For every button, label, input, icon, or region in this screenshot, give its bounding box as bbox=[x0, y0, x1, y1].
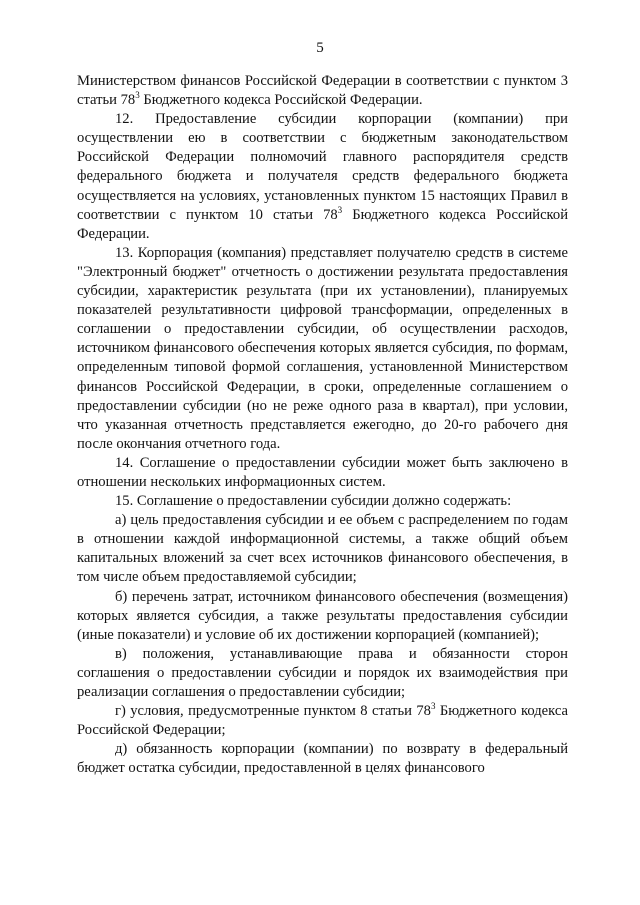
paragraph-text: б) перечень затрат, источником финансового обеспечения (возмещения) которых является субсидия, а также результаты предоставления субсидии (иные показатели) и условие об их достижении корпорацией (компанией); bbox=[77, 588, 568, 643]
paragraph bbox=[77, 492, 568, 511]
paragraph-text: д) обязанность корпорации (компании) по возврату в федеральный бюджет остатка субсидии, предоставленной в целях финансового bbox=[77, 741, 568, 777]
superscript: 3 bbox=[135, 90, 140, 101]
document-body bbox=[77, 72, 568, 778]
paragraph-text: в) положения, устанавливающие права и обязанности сторон соглашения о предоставлении субсидии и порядок их взаимодействия при реализации соглашения о предоставлении субсидии; bbox=[77, 645, 568, 700]
paragraph-text: 14. Соглашение о предоставлении субсидии может быть заключено в отношении нескольких информационных систем. bbox=[77, 454, 568, 490]
paragraph bbox=[77, 244, 568, 454]
paragraph-text: Министерством финансов Российской Федерации в соответствии с пунктом 3 статьи 78 bbox=[77, 73, 568, 109]
paragraph-text: г) условия, предусмотренные пунктом 8 статьи 78 bbox=[115, 703, 431, 720]
paragraph-text-continued: Бюджетного кодекса Российской Федерации. bbox=[139, 92, 423, 109]
paragraph bbox=[77, 511, 568, 587]
paragraph-text-continued: Бюджетного кодекса Российской Федерации; bbox=[77, 703, 568, 739]
paragraph bbox=[77, 702, 568, 740]
paragraph bbox=[77, 110, 568, 244]
paragraph bbox=[77, 454, 568, 492]
superscript: 3 bbox=[337, 204, 343, 215]
paragraph-text: а) цель предоставления субсидии и ее объем с распределением по годам в отношении каждой информационной системы, а также общий объем капитальных вложений за счет всех источников финансового обеспечения, в том числе объем предоставляемой субсидии; bbox=[77, 512, 568, 586]
superscript: 3 bbox=[430, 701, 436, 712]
paragraph-text-continued: Бюджетного кодекса Российской Федерации. bbox=[77, 206, 568, 242]
paragraph-text: 12. Предоставление субсидии корпорации (компании) при осуществлении ею в соответствии с бюджетным законодательством Российской Федерации полномочий главного распорядителя средств федерального бюджета и получателя средств федерального бюджета осуществляется на условиях, установленных пунктом 15 настоящих Правил в соответствии с пунктом 10 статьи 78 bbox=[77, 111, 568, 223]
paragraph bbox=[77, 740, 568, 778]
paragraph bbox=[77, 645, 568, 702]
page-number: 5 bbox=[316, 40, 324, 56]
paragraph bbox=[77, 588, 568, 645]
paragraph-text: 15. Соглашение о предоставлении субсидии должно содержать: bbox=[115, 493, 512, 510]
paragraph bbox=[77, 72, 568, 110]
paragraph-text: 13. Корпорация (компания) представляет получателю средств в системе "Электронный бюджет" отчетность о достижении результата предоставления субсидии, характеристик результата (при их установлении), планируемых показателей результативности цифровой трансформации, определенных в соглашении о предоставлении субсидии, об осуществлении расходов, источником финансового обеспечения которых является субсидия, по формам, определенным типовой формой соглашения, установленной Министерством финансов Российской Федерации, в сроки, определенные соглашением о предоставлении субсидии (но не реже одного раза в квартал), при условии, что указанная отчетность представляется ежегодно, до 20-го рабочего дня после окончания отчетного года. bbox=[77, 244, 568, 452]
